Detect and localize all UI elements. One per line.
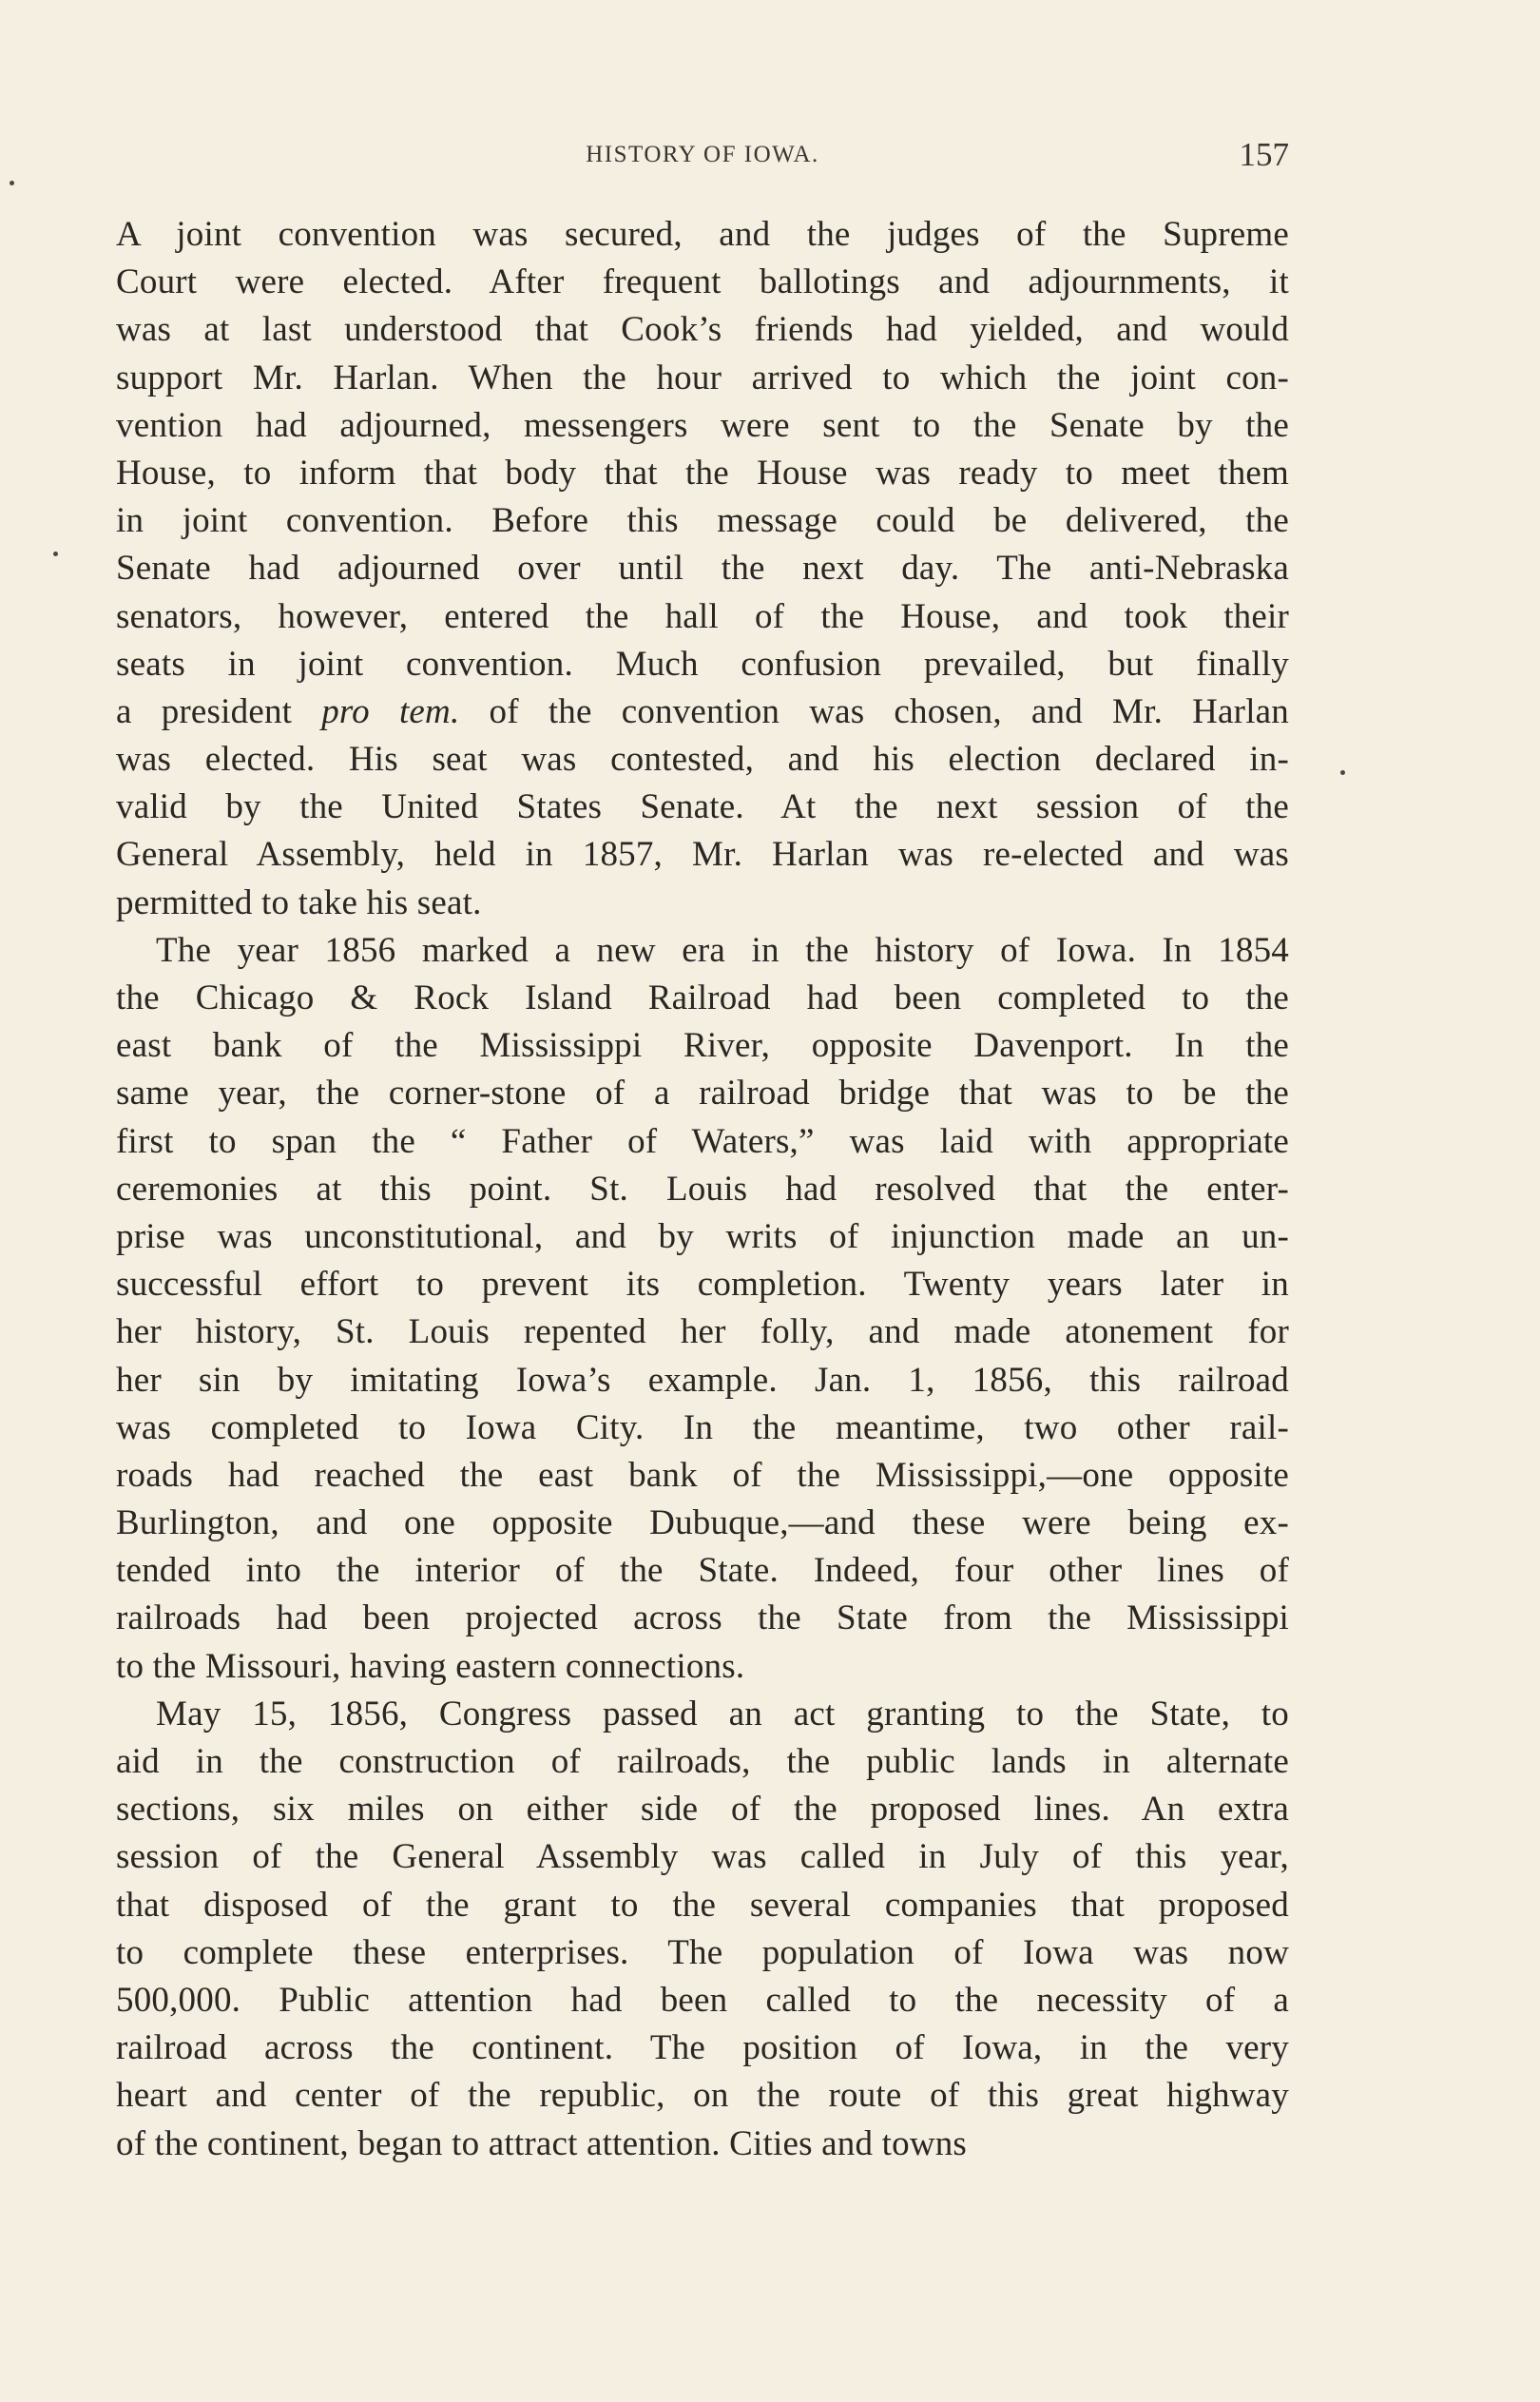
- italic-phrase: pro tem.: [321, 691, 460, 731]
- text-line: support Mr. Harlan. When the hour arrived to which the joint con-: [116, 358, 1289, 397]
- text-segment: of the convention was chosen, and Mr. Harlan: [459, 691, 1289, 731]
- text-line: east bank of the Mississippi River, opposite Davenport. In the: [116, 1026, 1289, 1066]
- text-line: railroads had been projected across the State from the Mississippi: [116, 1598, 1289, 1638]
- page-number: 157: [1239, 136, 1289, 173]
- running-title: HISTORY OF IOWA.: [586, 142, 819, 167]
- text-line: was elected. His seat was contested, and his election declared in-: [116, 740, 1289, 780]
- text-line: tended into the interior of the State. Indeed, four other lines of: [116, 1551, 1289, 1591]
- text-line: to the Missouri, having eastern connections.: [116, 1646, 745, 1686]
- margin-mark: [53, 552, 58, 556]
- text-line: The year 1856 marked a new era in the history of Iowa. In 1854: [156, 930, 1289, 970]
- text-line: vention had adjourned, messengers were sent to the Senate by the: [116, 405, 1289, 445]
- text-line: that disposed of the grant to the several companies that proposed: [116, 1885, 1289, 1925]
- margin-mark: [1340, 770, 1345, 775]
- text-line: same year, the corner-stone of a railroad bridge that was to be the: [116, 1074, 1289, 1114]
- text-line: May 15, 1856, Congress passed an act granting to the State, to: [156, 1694, 1289, 1734]
- text-line: prise was unconstitutional, and by writs of injunction made an un-: [116, 1216, 1289, 1256]
- margin-mark: [10, 181, 14, 185]
- text-line: was at last understood that Cook’s friends had yielded, and would: [116, 310, 1289, 350]
- text-line: heart and center of the republic, on the route of this great highway: [116, 2076, 1289, 2116]
- text-line: railroad across the continent. The position of Iowa, in the very: [116, 2028, 1289, 2068]
- text-line: was completed to Iowa City. In the meantime, two other rail-: [116, 1407, 1289, 1447]
- text-line: first to span the “ Father of Waters,” was laid with appropriate: [116, 1121, 1289, 1161]
- text-line: sections, six miles on either side of the proposed lines. An extra: [116, 1790, 1289, 1830]
- text-line: successful effort to prevent its completion. Twenty years later in: [116, 1265, 1289, 1305]
- text-line: roads had reached the east bank of the Mississippi,—one opposite: [116, 1455, 1289, 1495]
- text-line: Court were elected. After frequent ballotings and adjournments, it: [116, 262, 1289, 302]
- text-segment: a president: [116, 691, 322, 731]
- text-line: of the continent, began to attract attention. Cities and towns: [116, 2123, 968, 2163]
- text-line: her history, St. Louis repented her folly, and made atonement for: [116, 1312, 1289, 1352]
- text-line: General Assembly, held in 1857, Mr. Harlan was re-elected and was: [116, 835, 1289, 875]
- text-line: Senate had adjourned over until the next day. The anti-Nebraska: [116, 549, 1289, 589]
- page-header: [116, 136, 1289, 174]
- text-line: House, to inform that body that the House was ready to meet them: [116, 453, 1289, 493]
- text-line: A joint convention was secured, and the judges of the Supreme: [116, 215, 1289, 254]
- text-line: aid in the construction of railroads, the public lands in alternate: [116, 1742, 1289, 1781]
- text-line: her sin by imitating Iowa’s example. Jan. 1, 1856, this railroad: [116, 1360, 1289, 1400]
- text-line: seats in joint convention. Much confusion prevailed, but finally: [116, 644, 1289, 684]
- text-line: 500,000. Public attention had been called to the necessity of a: [116, 1980, 1289, 2020]
- text-line: to complete these enterprises. The population of Iowa was now: [116, 1932, 1289, 1972]
- text-line: permitted to take his seat.: [116, 882, 482, 922]
- text-line: the Chicago & Rock Island Railroad had been completed to the: [116, 978, 1289, 1017]
- text-line: session of the General Assembly was called in July of this year,: [116, 1837, 1289, 1877]
- text-line: ceremonies at this point. St. Louis had resolved that the enter-: [116, 1169, 1289, 1209]
- text-line: [116, 688, 1289, 736]
- text-line: Burlington, and one opposite Dubuque,—and these were being ex-: [116, 1503, 1289, 1543]
- text-line: valid by the United States Senate. At the next session of the: [116, 787, 1289, 827]
- body-text: [116, 211, 1289, 2168]
- text-line: in joint convention. Before this message could be delivered, the: [116, 501, 1289, 541]
- text-line: senators, however, entered the hall of the House, and took their: [116, 596, 1289, 636]
